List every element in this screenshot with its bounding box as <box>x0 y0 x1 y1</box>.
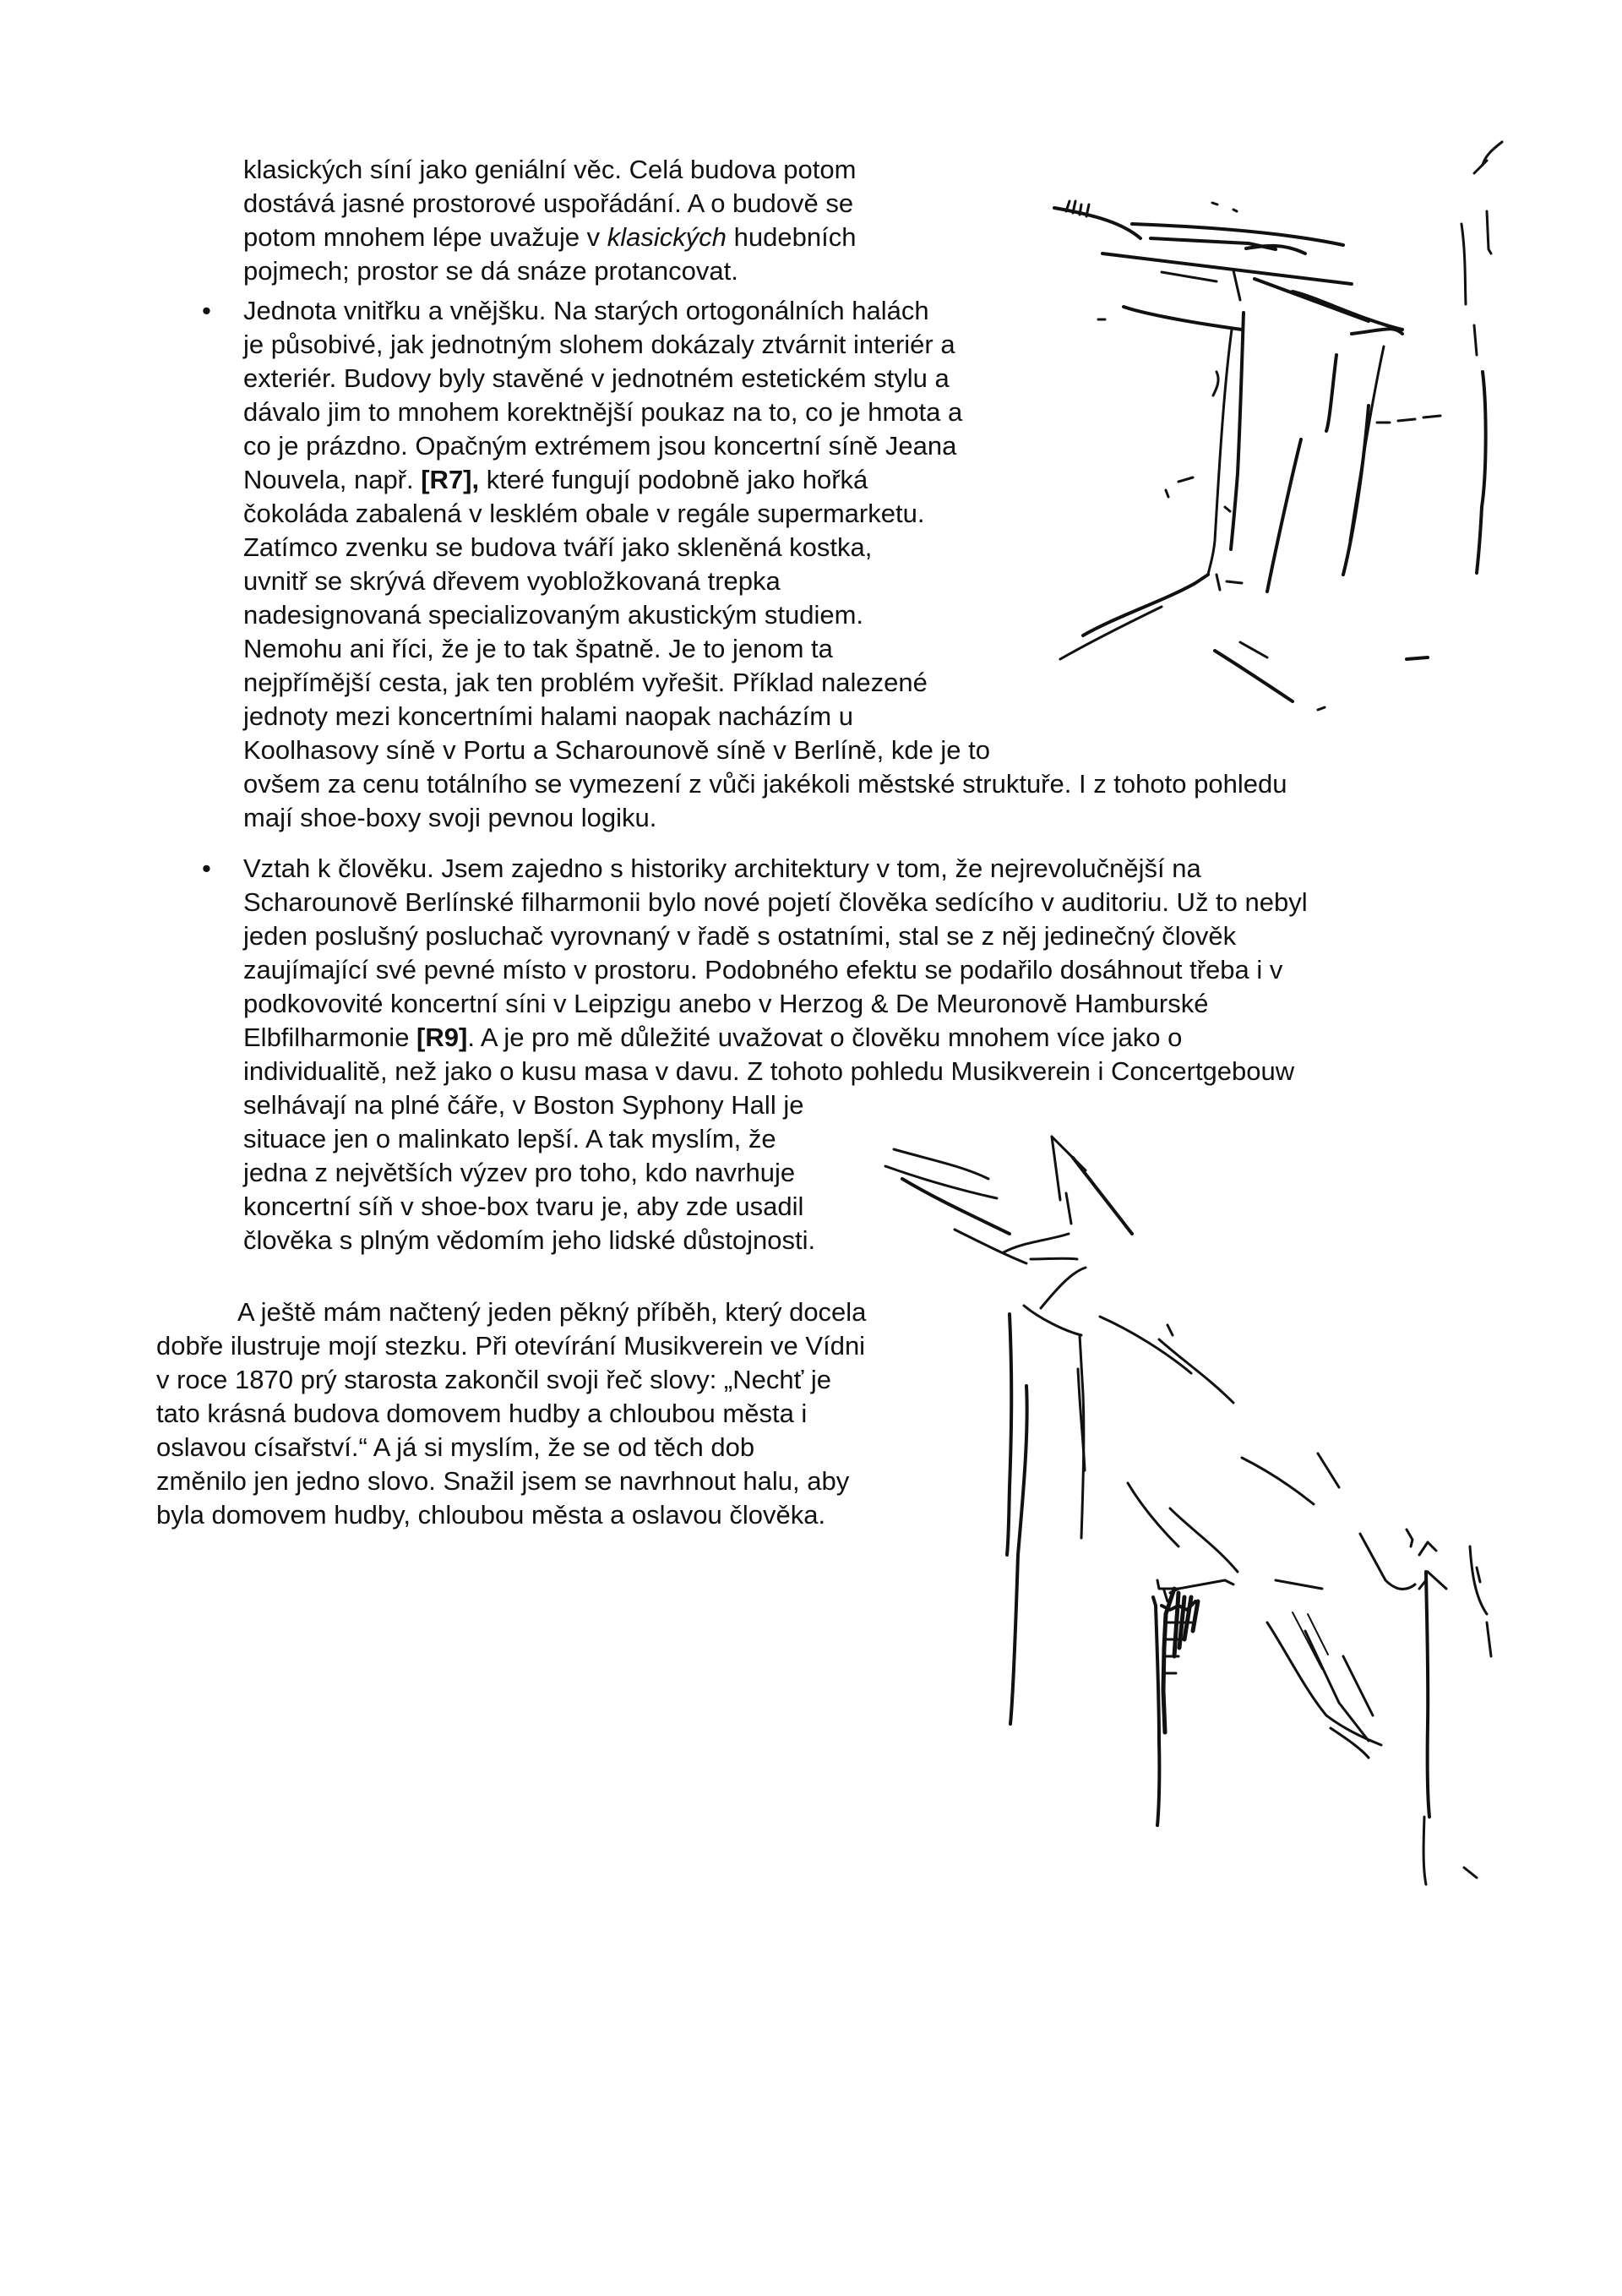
text-line: změnilo jen jedno slovo. Snažil jsem se navrhnout halu, aby <box>156 1466 850 1496</box>
text-line: nejpřímější cesta, jak ten problém vyřešit. Příklad nalezené <box>243 668 928 697</box>
text-fragment: které fungují podobně jako hořká <box>479 465 868 494</box>
text-line: co je prázdno. Opačným extrémem jsou koncertní síně Jeana <box>243 431 957 461</box>
text-line: dávalo jim to mnohem korektnější poukaz na to, co je hmota a <box>243 397 963 427</box>
text-line: ovšem za cenu totálního se vymezení z vůči jakékoli městské struktuře. I z tohoto pohledu <box>243 769 1287 799</box>
text-line: individualitě, než jako o kusu masa v davu. Z tohoto pohledu Musikverein i Concertgebouw <box>243 1056 1295 1086</box>
text-line: exteriér. Budovy byly stavěné v jednotném estetickém stylu a <box>243 363 950 393</box>
text-line: dostává jasné prostorové uspořádání. A o budově se <box>243 188 854 218</box>
text-line: byla domovem hudby, chloubou města a oslavou člověka. <box>156 1500 826 1530</box>
text-line: člověka s plným vědomím jeho lidské důstojnosti. <box>243 1225 816 1255</box>
text-line: jeden poslušný posluchač vyrovnaný v řadě s ostatními, stal se z něj jedinečný člověk <box>243 921 1237 951</box>
text-line: je působivé, jak jednotným slohem dokázaly ztvárnit interiér a <box>243 330 955 359</box>
text-line: Zatímco zvenku se budova tváří jako skleněná kostka, <box>243 532 873 562</box>
text-line: čokoláda zabalená v lesklém obale v regále supermarketu. <box>243 499 925 528</box>
text-line: v roce 1870 prý starosta zakončil svoji řeč slovy: „Nechť je <box>156 1365 831 1394</box>
text-fragment: . A je pro mě důležité uvažovat o člověku mnohem více jako o <box>467 1023 1183 1052</box>
text-line: koncertní síň v shoe-box tvaru je, aby zde usadil <box>243 1192 804 1221</box>
text-line: Jednota vnitřku a vnějšku. Na starých ortogonálních halách <box>243 296 929 325</box>
text-line: A ještě mám načtený jeden pěkný příběh, který docela <box>237 1297 867 1327</box>
text-line: tato krásná budova domovem hudby a chloubou města i <box>156 1399 808 1428</box>
text-line: Nemohu ani říci, že je to tak špatně. Je to jenom ta <box>243 634 833 663</box>
text-line: oslavou císařství.“ A já si myslím, že se od těch dob <box>156 1432 755 1462</box>
text-line: nadesignovaná specializovaným akustickým studiem. <box>243 600 864 630</box>
text-line: Vztah k člověku. Jsem zajedno s historiky architektury v tom, že nejrevolučnější na <box>243 854 1201 883</box>
text-line: zaujímající své pevné místo v prostoru. Podobného efektu se podařilo dosáhnout třeba i v <box>243 955 1283 984</box>
text-fragment: Elbfilharmonie <box>243 1023 417 1052</box>
text-line: Scharounově Berlínské filharmonii bylo nové pojetí člověka sedícího v auditoriu. Už to nebyl <box>243 887 1308 917</box>
text-line: situace jen o malinkato lepší. A tak myslím, že <box>243 1124 776 1153</box>
reference-r7: [R7], <box>421 465 480 494</box>
text-line: klasických síní jako geniální věc. Celá budova potom <box>243 155 857 184</box>
italic-term: klasických <box>607 222 727 252</box>
text-line: podkovovité koncertní síni v Leipzigu anebo v Herzog & De Meuronově Hamburské <box>243 989 1209 1018</box>
text-fragment: potom mnohem lépe uvažuje v <box>243 222 607 252</box>
text-line: mají shoe-boxy svoji pevnou logiku. <box>243 803 657 832</box>
text-line: uvnitř se skrývá dřevem vyobložkovaná trepka <box>243 566 781 596</box>
text-line: pojmech; prostor se dá snáze protancovat. <box>243 256 738 286</box>
bullet-marker: • <box>202 854 211 883</box>
text-line: dobře ilustruje mojí stezku. Při otevírání Musikverein ve Vídni <box>156 1331 866 1361</box>
text-fragment: Nouvela, např. <box>243 465 422 494</box>
text-line: jedna z největších výzev pro toho, kdo navrhuje <box>243 1158 796 1187</box>
bullet-marker: • <box>202 296 211 325</box>
text-line: selhávají na plné čáře, v Boston Syphony Hall je <box>243 1090 804 1120</box>
text-line: jednoty mezi koncertními halami naopak nacházím u <box>243 701 853 731</box>
text-fragment: hudebních <box>727 222 857 252</box>
reference-r9: [R9] <box>416 1023 468 1052</box>
text-line: Koolhasovy síně v Portu a Scharounově síně v Berlíně, kde je to <box>243 735 991 765</box>
